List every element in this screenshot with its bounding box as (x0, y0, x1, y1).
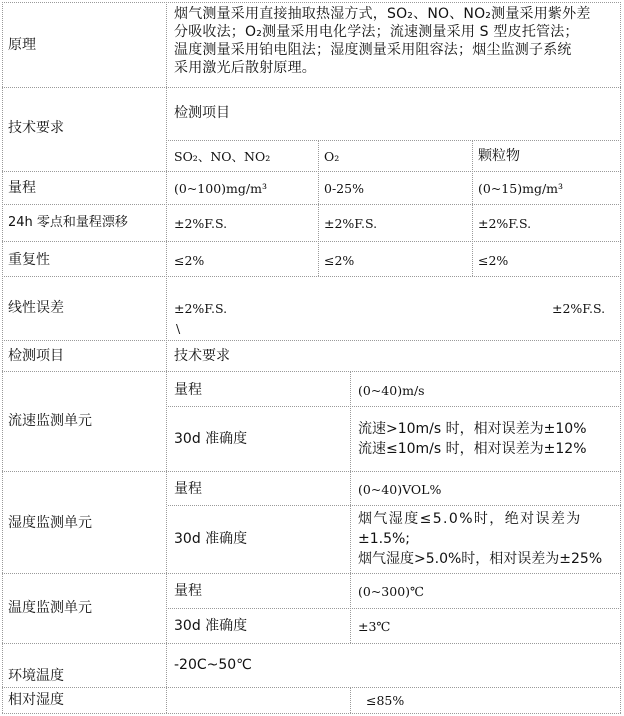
temp-unit-label: 温度监测单元 (8, 600, 92, 616)
rule (2, 2, 621, 3)
rule (350, 371, 351, 643)
range-value: (0~15)mg/m³ (478, 181, 564, 196)
rule (168, 505, 621, 506)
linear-value: ±2%F.S. (174, 301, 228, 316)
rule (168, 608, 621, 609)
drift-value: ±2%F.S. (174, 216, 228, 231)
section-req-header: 技术要求 (174, 348, 230, 364)
column-header: 颗粒物 (478, 148, 520, 164)
env-temp-value: -20C~50℃ (174, 657, 252, 673)
rule (2, 471, 621, 472)
repeat-value: ≤2% (324, 253, 355, 268)
flow-range-value: (0~40)m/s (358, 383, 425, 398)
flow-range-label: 量程 (174, 382, 202, 398)
rule (2, 87, 621, 88)
rule (2, 276, 621, 277)
rule (2, 2, 3, 713)
rule (2, 340, 621, 341)
rule (318, 140, 319, 276)
range-value: 0-25% (324, 181, 364, 196)
linear-value: ±2%F.S. (552, 301, 606, 316)
repeat-value: ≤2% (478, 253, 509, 268)
range-label: 量程 (8, 180, 36, 196)
drift-value: ±2%F.S. (324, 216, 378, 231)
rule (2, 713, 621, 714)
column-header: O₂ (324, 149, 340, 164)
temp-acc-label: 30d 准确度 (174, 618, 248, 634)
humidity-acc-line: ±1.5%; (358, 531, 411, 547)
rule (2, 687, 621, 688)
env-temp-label: 环境温度 (8, 668, 64, 684)
column-header: SO₂、NO、NO₂ (174, 149, 271, 164)
principle-line: 烟气测量采用直接抽取热湿方式，SO₂、NO、NO₂测量采用紫外差 (174, 6, 591, 22)
repeat-label: 重复性 (8, 252, 50, 268)
principle-line: 分吸收法；O₂测量采用电化学法；流速测量采用 S 型皮托管法； (174, 24, 579, 40)
rule (2, 171, 621, 172)
principle-label: 原理 (8, 37, 36, 53)
flow-acc-label: 30d 准确度 (174, 431, 248, 447)
rel-humidity-label: 相对湿度 (8, 692, 64, 708)
range-value: (0~100)mg/m³ (174, 181, 267, 196)
tech-label: 技术要求 (8, 120, 64, 136)
humidity-acc-label: 30d 准确度 (174, 531, 248, 547)
rule (472, 140, 473, 276)
principle-text (174, 5, 620, 77)
temp-range-label: 量程 (174, 583, 202, 599)
humidity-range-value: (0~40)VOL% (358, 482, 442, 497)
drift-value: ±2%F.S. (478, 216, 532, 231)
temp-range-value: (0~300)℃ (358, 584, 425, 599)
humidity-unit-label: 湿度监测单元 (8, 515, 92, 531)
principle-line: 温度测量采用铂电阻法；湿度测量采用阻容法；烟尘监测子系统 (174, 42, 572, 58)
rule (2, 643, 621, 644)
principle-line: 采用激光后散射原理。 (174, 60, 316, 76)
linear-na: \ (176, 321, 181, 336)
rule (620, 2, 621, 713)
drift-label: 24h 零点和量程漂移 (8, 215, 128, 230)
rule (2, 573, 621, 574)
rule (2, 241, 621, 242)
items-header: 检测项目 (174, 105, 230, 121)
linear-label: 线性误差 (8, 300, 64, 316)
rule (2, 371, 621, 372)
rule (168, 140, 621, 141)
flow-unit-label: 流速监测单元 (8, 413, 92, 429)
rule (350, 687, 351, 713)
rel-humidity-value: ≤85% (366, 693, 405, 708)
rule (168, 406, 621, 407)
repeat-value: ≤2% (174, 253, 205, 268)
flow-acc-line: 流速≤10m/s 时，相对误差为±12% (358, 441, 587, 457)
flow-acc-line: 流速>10m/s 时，相对误差为±10% (358, 421, 587, 437)
humidity-acc-line: 烟气湿度≤5.0%时，绝对误差为 (358, 511, 582, 527)
rule (2, 204, 621, 205)
section-item-header: 检测项目 (8, 348, 64, 364)
temp-acc-value: ±3℃ (358, 619, 391, 634)
humidity-acc-line: 烟气湿度>5.0%时，相对误差为±25% (358, 551, 603, 567)
humidity-range-label: 量程 (174, 481, 202, 497)
rule (166, 2, 167, 713)
